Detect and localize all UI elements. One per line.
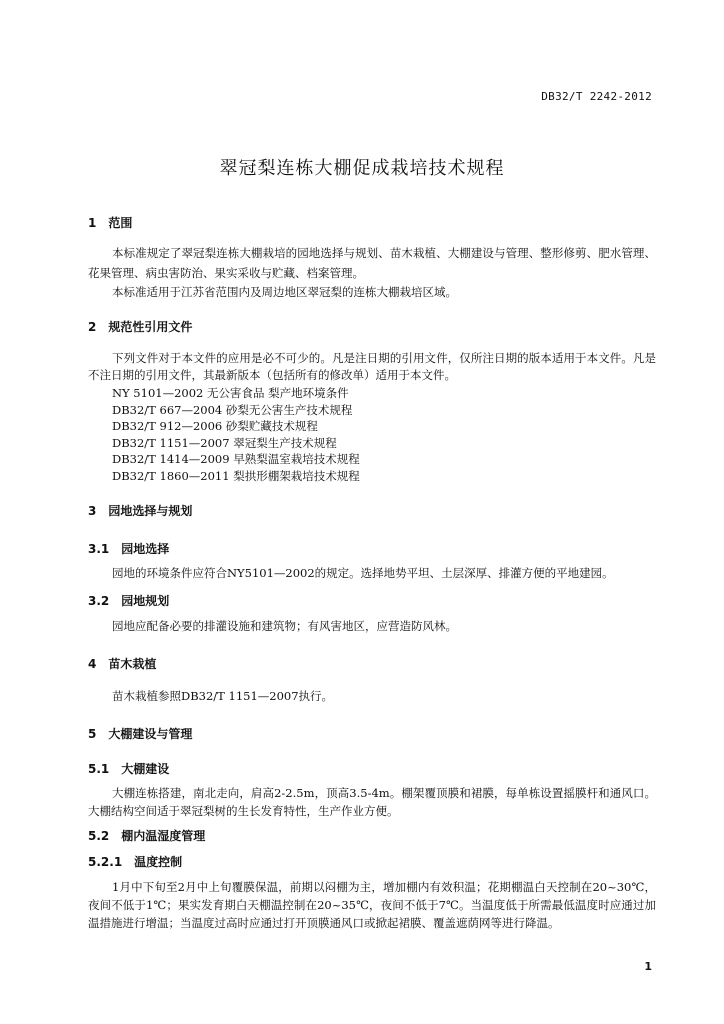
- list-item: DB32/T 912—2006 砂梨贮藏技术规程: [112, 419, 318, 433]
- document-title: 翠冠梨连栋大棚促成栽培技术规程: [219, 158, 505, 179]
- list-item: DB32/T 1860—2011 梨拱形棚架栽培技术规程: [112, 468, 360, 483]
- section-title: 园地规划: [121, 594, 170, 608]
- section-number: 2: [88, 320, 97, 334]
- section-5-1-paragraph: 大棚连栋搭建，南北走向，肩高2-2.5m，顶高3.5-4m。棚架覆顶膜和裙膜，每单栋设置摇膜杆和通风口。大棚结构空间适于翠冠梨树的生长发育特性，生产作业方便。: [88, 786, 656, 818]
- section-title: 棚内温湿度管理: [121, 829, 206, 843]
- section-5-1-heading: [88, 760, 169, 777]
- page-number: 1: [644, 960, 652, 973]
- section-3-1-paragraph: 园地的环境条件应符合NY5101—2002的规定。选择地势平坦、土层深厚、排灌方便的平地建园。: [112, 566, 614, 580]
- section-title: 园地选择与规划: [108, 504, 193, 518]
- list-item: DB32/T 667—2004 砂梨无公害生产技术规程: [112, 402, 353, 417]
- section-title: 规范性引用文件: [108, 320, 193, 334]
- section-2-heading: [88, 318, 192, 335]
- section-1-paragraph-2: 本标准适用于江苏省范围内及周边地区翠冠梨的连栋大棚栽培区域。: [112, 285, 457, 299]
- section-3-2-paragraph: 园地应配备必要的排灌设施和建筑物；有风害地区，应营造防风林。: [112, 619, 457, 633]
- section-number: 1: [88, 216, 97, 230]
- section-3-2-heading: [88, 592, 169, 609]
- section-5-2-1-paragraph: 1月中下旬至2月中上旬覆膜保温，前期以闷棚为主，增加棚内有效积温；花期棚温白天控制在20~30℃，夜间不低于1℃；果实发育期白天棚温控制在20~35℃，夜间不低于7℃。当温度低于所需最低温度时应通过加温措施进行增温；当温度过高时应通过打开顶膜通风口或掀起裙膜、覆盖遮荫网等进行降温。: [88, 880, 656, 930]
- normative-references-list: [112, 385, 360, 484]
- section-5-2-1-heading: [88, 853, 182, 870]
- section-2-paragraph-1: 下列文件对于本文件的应用是必不可少的。凡是注日期的引用文件，仅所注日期的版本适用于本文件。凡是不注日期的引用文件，其最新版本（包括所有的修改单）适用于本文件。: [88, 351, 656, 382]
- section-5-2-heading: [88, 827, 205, 844]
- section-title: 大棚建设: [121, 762, 170, 776]
- section-number: 3: [88, 504, 97, 518]
- section-number: 4: [88, 657, 97, 671]
- standard-code: DB32/T 2242-2012: [541, 90, 652, 103]
- section-3-1-heading: [88, 540, 169, 557]
- section-5-heading: [88, 725, 192, 742]
- section-number: 5.2: [88, 829, 110, 843]
- section-number: 5.2.1: [88, 855, 123, 869]
- section-number: 5.1: [88, 762, 110, 776]
- list-item: DB32/T 1151—2007 翠冠梨生产技术规程: [112, 435, 337, 450]
- section-title: 苗木栽植: [108, 657, 157, 671]
- section-4-paragraph: 苗木栽植参照DB32/T 1151—2007执行。: [112, 689, 334, 703]
- list-item: NY 5101—2002 无公害食品 梨产地环境条件: [112, 386, 349, 400]
- section-1-heading: [88, 214, 132, 231]
- list-item: DB32/T 1414—2009 早熟梨温室栽培技术规程: [112, 452, 360, 466]
- section-number: 5: [88, 727, 97, 741]
- section-title: 温度控制: [134, 855, 183, 869]
- section-title: 范围: [108, 216, 133, 230]
- section-number: 3.2: [88, 594, 110, 608]
- section-title: 园地选择: [121, 542, 170, 556]
- section-title: 大棚建设与管理: [108, 727, 193, 741]
- section-4-heading: [88, 655, 156, 672]
- section-number: 3.1: [88, 542, 110, 556]
- section-3-heading: [88, 502, 192, 519]
- section-1-paragraph-1: 本标准规定了翠冠梨连栋大棚栽培的园地选择与规划、苗木栽植、大棚建设与管理、整形修剪、肥水管理、花果管理、病虫害防治、果实采收与贮藏、档案管理。: [88, 246, 656, 280]
